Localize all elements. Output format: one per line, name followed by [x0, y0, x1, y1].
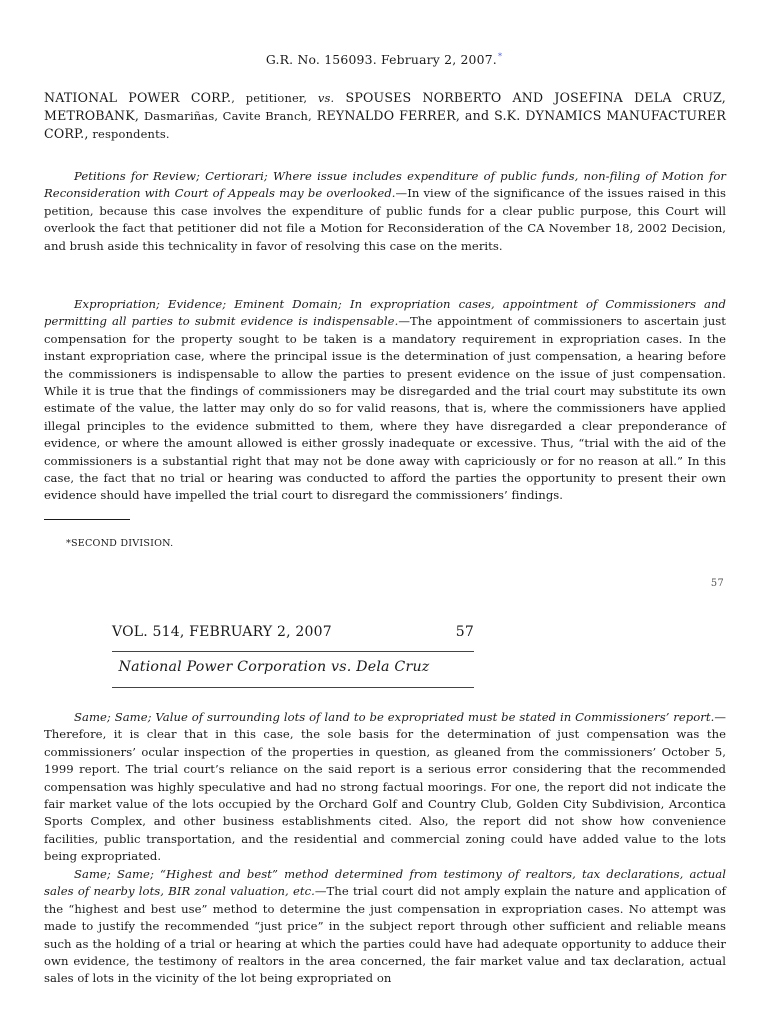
footnote-divider — [44, 519, 130, 520]
footnote-link[interactable]: * — [497, 52, 503, 61]
syllabus-paragraph — [44, 296, 726, 505]
party-caption — [44, 89, 726, 143]
syllabus-body: —In view of the significance of the issues raised in this petition, because this case involves the expenditure of public funds for a clear public purpose, this Court will overlook the fact that petitioner did not file a Motion for Reconsideration of the CA November 18, 2002 Decision, and brush aside this technicality in favor of resolving this case on the merits. — [44, 186, 726, 253]
case-title: National Power Corporation vs. Dela Cruz — [118, 659, 430, 675]
syllabus-paragraph — [44, 866, 726, 988]
syllabus-heading: Petitions for Review; Certiorari; Where issue includes expenditure of public funds, non-filing of Motion for Reconsideration with Court of Appeals may be overlooked. — [44, 169, 726, 201]
footnote-marker: * — [66, 538, 71, 549]
case-number — [0, 52, 768, 67]
respondents-role: respondents. — [88, 127, 170, 141]
respondents-lead: SPOUSES NORBERTO AND JOSEFINA DELA CRUZ, METROBANK, — [44, 90, 726, 123]
volume-label: VOL. 514, FEBRUARY 2, 2007 — [112, 624, 332, 640]
versus: vs. — [317, 91, 335, 105]
petitioner-name: NATIONAL POWER CORP. — [44, 90, 232, 105]
syllabus-body: —Therefore, it is clear that in this case, the sole basis for the determination of just compensation was the commissioners’ ocular inspection of the properties in question, as gleaned from the commissioners’ October 5, 1999 report. The trial court’s reliance on the said report is a serious error considering that the recommended compensation was highly speculative and had no strong factual moorings. For one, the report did not indicate the fair market value of the lots occupied by the Orchard Golf and Country Club, Golden City Subdivision, Arcontica Sports Complex, and other business establishments cited. Also, the report did not show how convenience facilities, public transportation, and the residential and commercial zoning could have added value to the lots being expropriated. — [44, 710, 726, 864]
syllabus-heading: Expropriation; Evidence; Eminent Domain; In expropriation cases, appointment of Commissioners and permitting all parties to submit evidence is indispensable. — [44, 297, 726, 329]
running-page-number: 57 — [455, 624, 474, 640]
syllabus-paragraph — [44, 168, 726, 255]
case-number-text: G.R. No. 156093. February 2, 2007. — [265, 52, 497, 68]
running-head — [112, 624, 474, 640]
running-head-rule-bottom — [112, 687, 474, 688]
respondent-branch: Dasmariñas, Cavite Branch, — [143, 109, 312, 123]
footnote-text: SECOND DIVISION. — [71, 538, 174, 549]
syllabus-body: —The trial court did not amply explain the nature and application of the “highest and best use” method to determine the just compensation in expropriation cases. No attempt was made to justify the recommended “just price” in the subject report through other sufficient and reliable means such as the holding of a trial or hearing at which the parties could have had adequate opportunity to adduce their own evidence, the testimony of realtors in the area concerned, the fair market value and tax declaration, actual sales of lots in the vicinity of the lot being expropriated on — [44, 884, 726, 986]
petitioner-role: , petitioner, — [231, 91, 318, 105]
footnote — [66, 538, 173, 549]
running-head-rule-top — [112, 651, 474, 652]
syllabus-heading: Same; Same; Value of surrounding lots of land to be expropriated must be stated in Commissioners’ report. — [74, 710, 715, 724]
page-number: 57 — [710, 578, 724, 589]
syllabus-heading: Same; Same; “Highest and best” method determined from testimony of realtors, tax declarations, actual sales of nearby lots, BIR zonal valuation, etc. — [44, 867, 726, 899]
syllabus-paragraph — [44, 709, 726, 866]
syllabus-body: —The appointment of commissioners to ascertain just compensation for the property sought to be taken is a mandatory requirement in expropriation cases. In the instant expropriation case, where the principal issue is the determination of just compensation, a hearing before the commissioners is indispensable to allow the parties to present evidence on the issue of just compensation. While it is true that the findings of commissioners may be disregarded and the trial court may substitute its own estimate of the value, the latter may only do so for valid reasons, that is, where the commissioners have applied illegal principles to the evidence submitted to them, where they have disregarded a clear preponderance of evidence, or where the amount allowed is either grossly inadequate or excessive. Thus, “trial with the aid of the commissioners is a substantial right that may not be done away with capriciously or for no reason at all.” In this case, the fact that no trial or hearing was conducted to afford the parties the opportunity to present their own evidence should have impelled the trial court to disregard the commissioners’ findings. — [44, 314, 726, 503]
respondents-rest: REYNALDO FERRER, and S.K. DYNAMICS MANUFACTURER CORP., — [44, 108, 726, 141]
